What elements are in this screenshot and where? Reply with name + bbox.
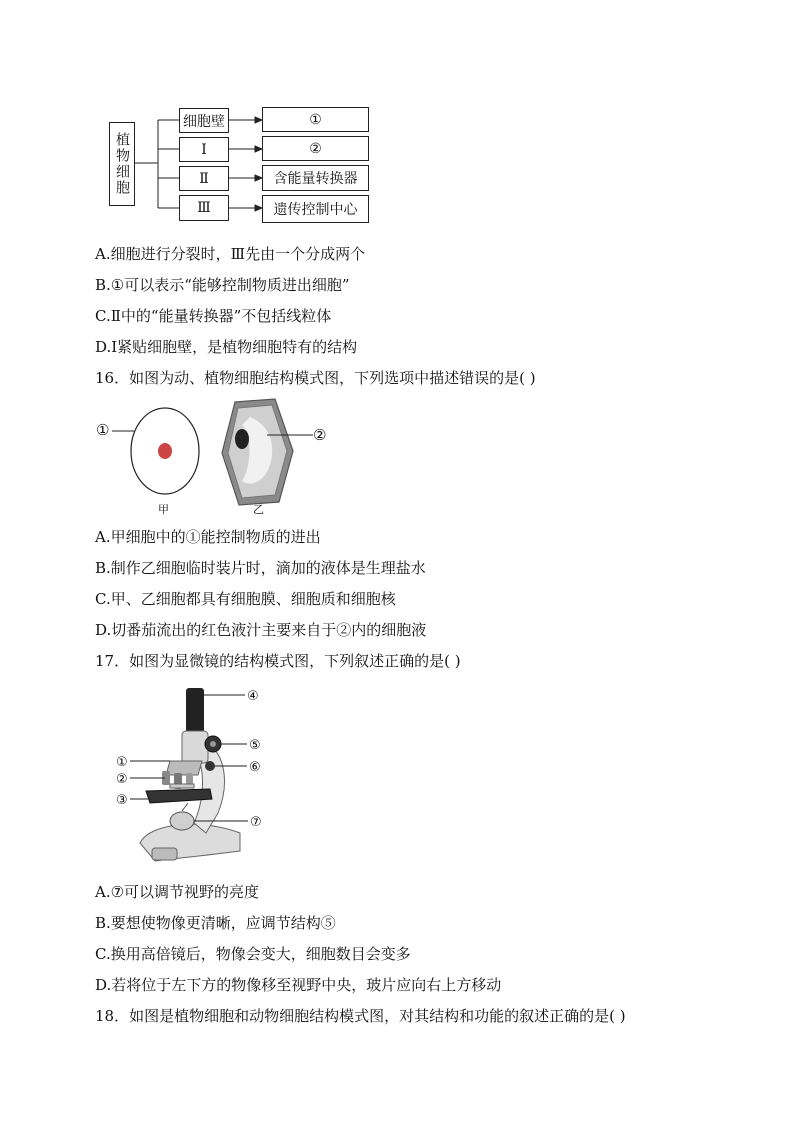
microscope-label-1: ① (116, 755, 128, 770)
q17-option-d: D.若将位于左下方的物像移至视野中央，玻片应向右上方移动 (95, 976, 502, 994)
node-energy-converter: 含能量转换器 (262, 165, 369, 191)
node-II: Ⅱ (179, 166, 229, 191)
q16-option-c: C.甲、乙细胞都具有细胞膜、细胞质和细胞核 (95, 590, 396, 608)
node-genetic-control-center: 遗传控制中心 (262, 195, 369, 223)
q15-option-d: D.Ⅰ紧贴细胞壁，是植物细胞特有的结构 (95, 338, 358, 356)
caption-yi: 乙 (253, 503, 264, 516)
q15-option-a: A.细胞进行分裂时，Ⅲ先由一个分成两个 (95, 245, 366, 263)
q18-stem: 18．如图是植物细胞和动物细胞结构模式图，对其结构和功能的叙述正确的是( ) (95, 1007, 626, 1025)
node-III: Ⅲ (179, 195, 229, 221)
root-node-plant-cell: 植物细胞 (109, 122, 135, 206)
plant-cell-illustration (222, 399, 313, 505)
microscope-label-6: ⑥ (249, 760, 261, 775)
node-cell-wall: 细胞壁 (179, 108, 229, 133)
caption-jia: 甲 (158, 503, 169, 516)
q15-option-b: B.①可以表示“能够控制物质进出细胞” (95, 276, 350, 294)
microscope-label-7: ⑦ (250, 815, 262, 830)
q17-stem: 17．如图为显微镜的结构模式图，下列叙述正确的是( ) (95, 652, 461, 670)
microscope-label-3: ③ (116, 793, 128, 808)
q16-stem: 16．如图为动、植物细胞结构模式图，下列选项中描述错误的是( ) (95, 369, 536, 387)
q16-option-a: A.甲细胞中的①能控制物质的进出 (95, 528, 321, 546)
microscope-figure (110, 683, 270, 868)
node-I: Ⅰ (179, 137, 229, 162)
q15-option-c: C.Ⅱ中的“能量转换器”不包括线粒体 (95, 307, 332, 325)
q17-option-b: B.要想使物像更清晰，应调节结构⑤ (95, 914, 336, 932)
node-result-2: ② (262, 136, 369, 161)
microscope-label-5: ⑤ (249, 738, 261, 753)
q17-option-a: A.⑦可以调节视野的亮度 (95, 883, 260, 901)
figure-label-2: ② (313, 426, 327, 444)
q17-option-c: C.换用高倍镜后，物像会变大，细胞数目会变多 (95, 945, 411, 963)
microscope-illustration (140, 688, 240, 861)
node-result-1: ① (262, 107, 369, 132)
microscope-label-4: ④ (247, 689, 259, 704)
q16-option-d: D.切番茄流出的红色液汁主要来自于②内的细胞液 (95, 621, 427, 639)
animal-cell-illustration (112, 408, 199, 494)
cell-structure-figure (92, 395, 342, 520)
microscope-label-2: ② (116, 772, 128, 787)
q16-option-b: B.制作乙细胞临时装片时，滴加的液体是生理盐水 (95, 559, 426, 577)
figure-label-1: ① (96, 421, 110, 439)
